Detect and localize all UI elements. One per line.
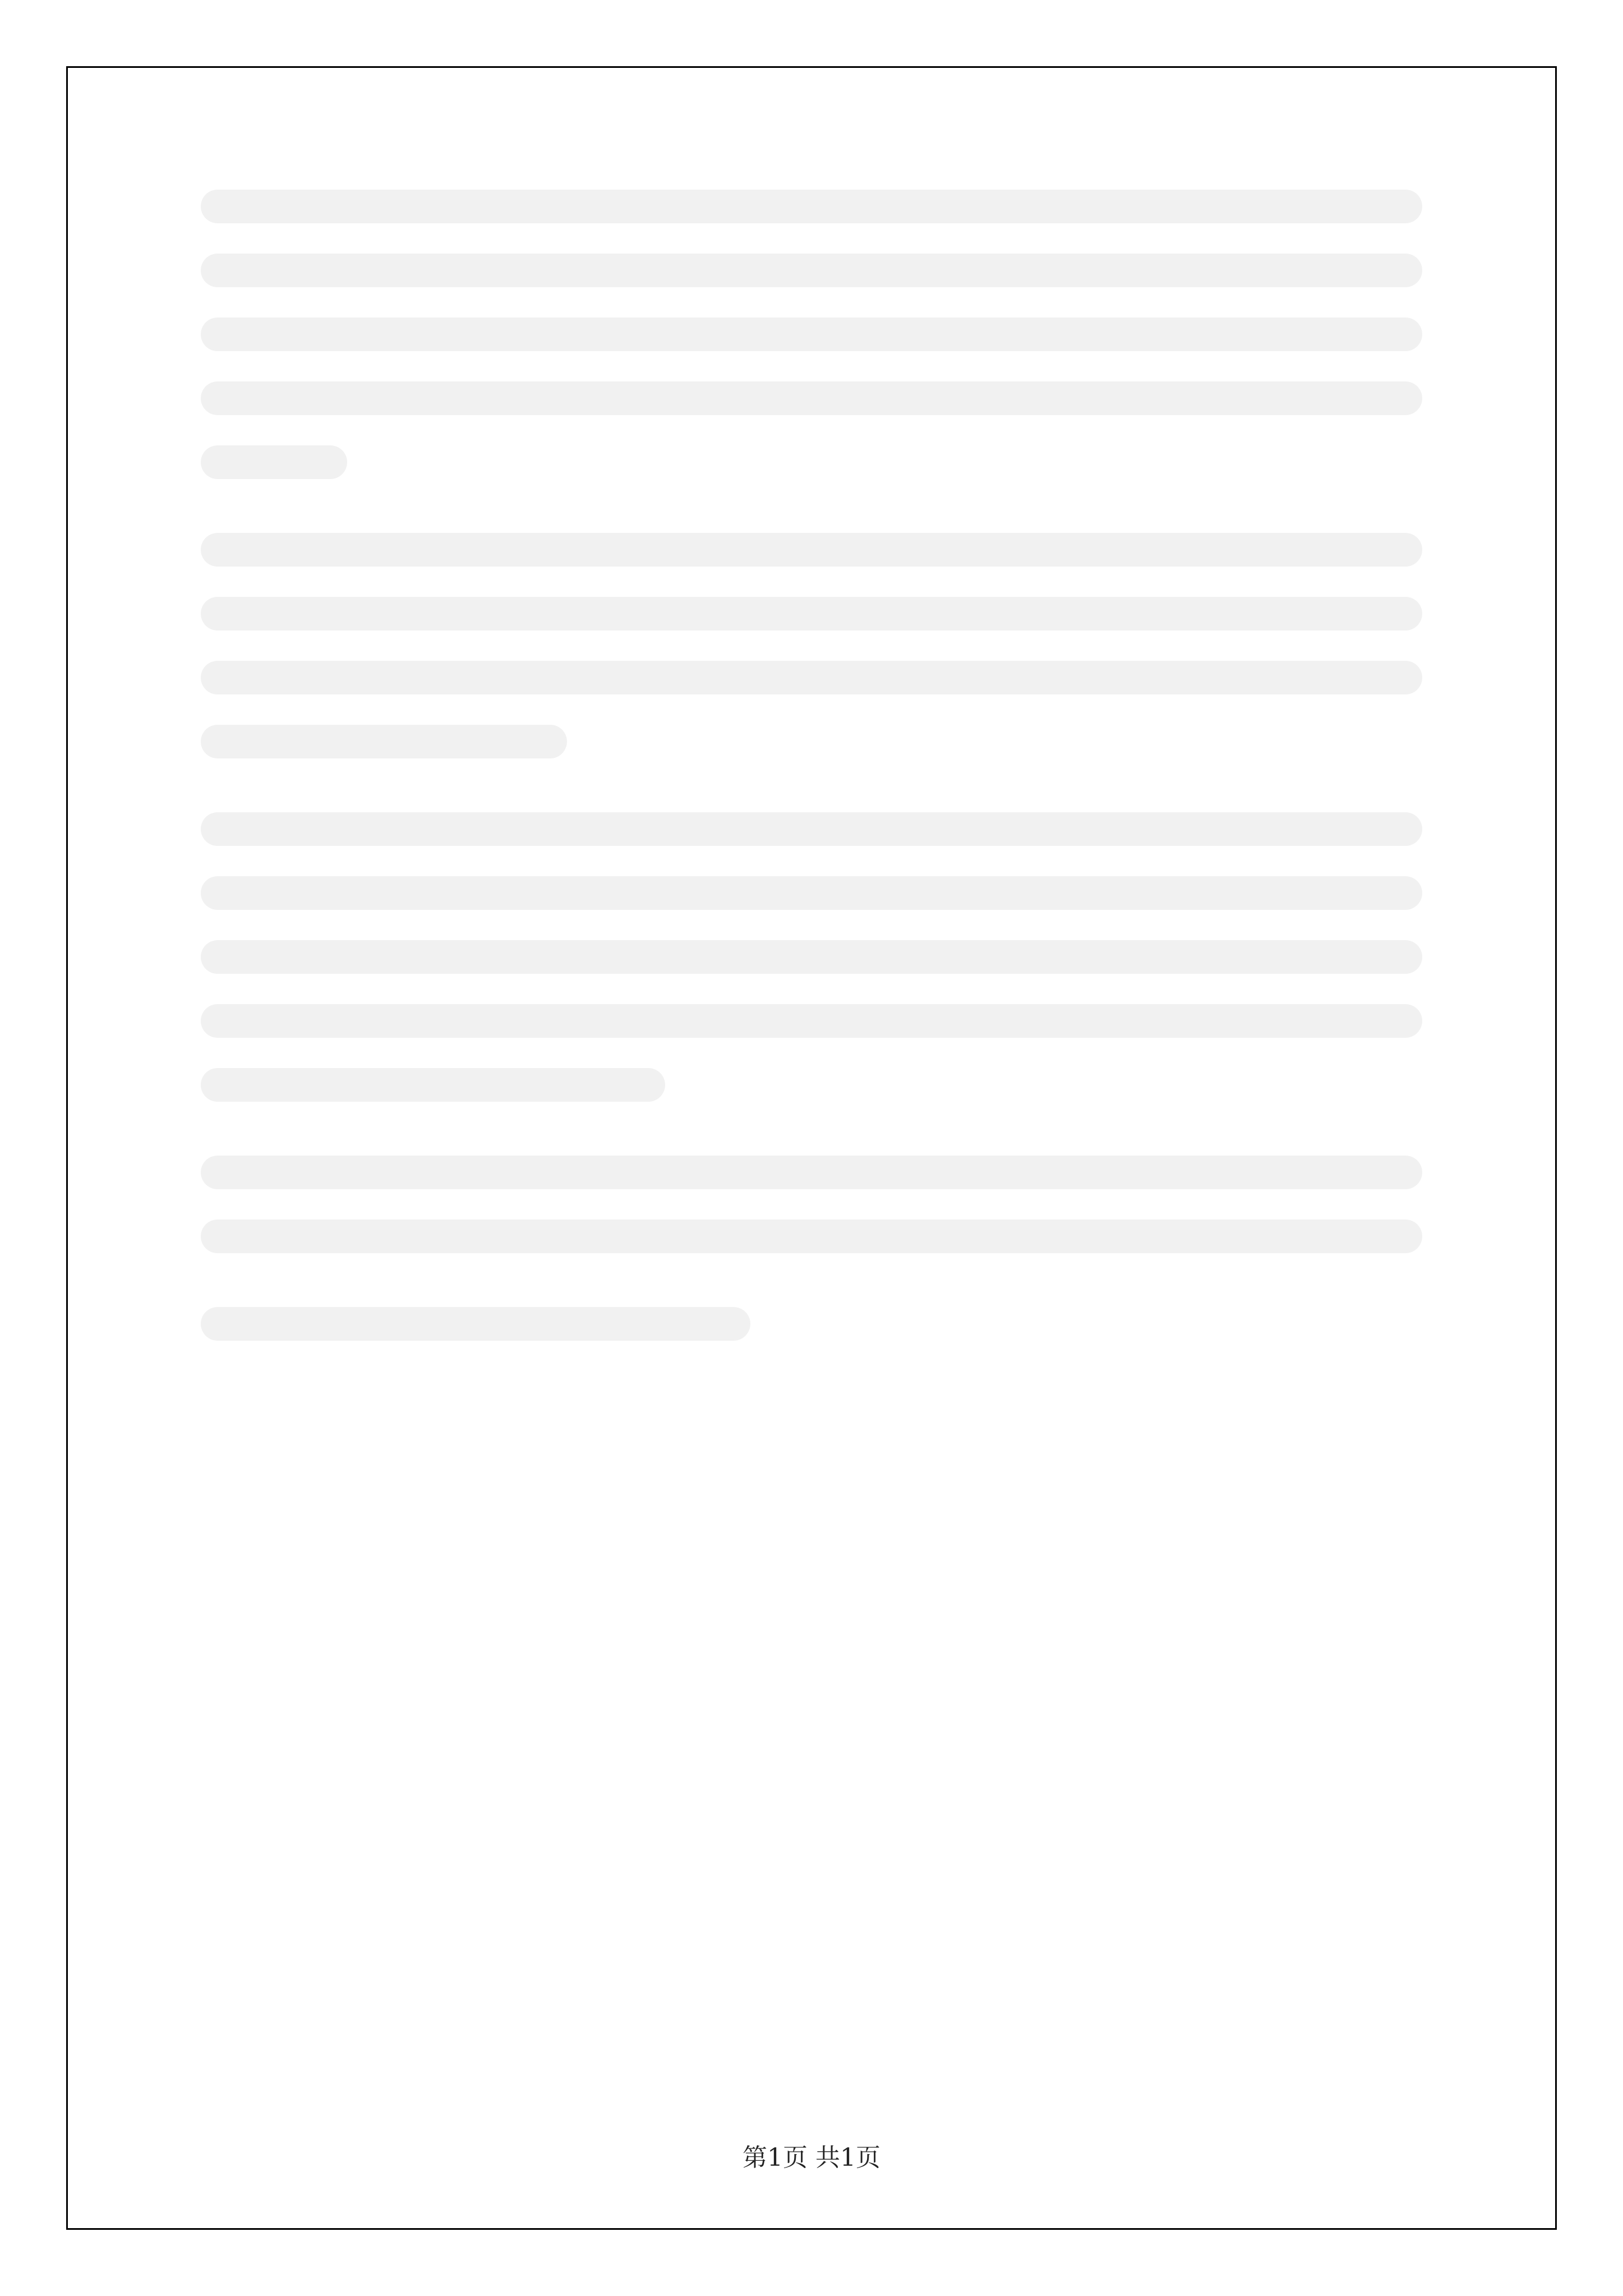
paragraph-placeholder [201, 1307, 1422, 1341]
page-footer: 第1页 共1页 [743, 2143, 880, 2172]
text-line-placeholder [201, 725, 567, 758]
paragraph-placeholder [201, 190, 1422, 479]
text-line-placeholder [201, 597, 1422, 631]
text-line-placeholder [201, 445, 347, 479]
text-line-placeholder [201, 190, 1422, 223]
text-line-placeholder [201, 1004, 1422, 1038]
text-line-placeholder [201, 940, 1422, 974]
text-line-placeholder [201, 318, 1422, 351]
text-line-placeholder [201, 876, 1422, 910]
text-line-placeholder [201, 254, 1422, 287]
text-line-placeholder [201, 533, 1422, 567]
text-line-placeholder [201, 1220, 1422, 1253]
text-line-placeholder [201, 812, 1422, 846]
paragraph-placeholder [201, 1156, 1422, 1253]
text-line-placeholder [201, 661, 1422, 694]
text-line-placeholder [201, 1307, 750, 1341]
paragraph-placeholder [201, 533, 1422, 758]
text-line-placeholder [201, 381, 1422, 415]
document-body [201, 190, 1422, 1341]
text-line-placeholder [201, 1156, 1422, 1189]
text-line-placeholder [201, 1068, 665, 1102]
paragraph-placeholder [201, 812, 1422, 1102]
